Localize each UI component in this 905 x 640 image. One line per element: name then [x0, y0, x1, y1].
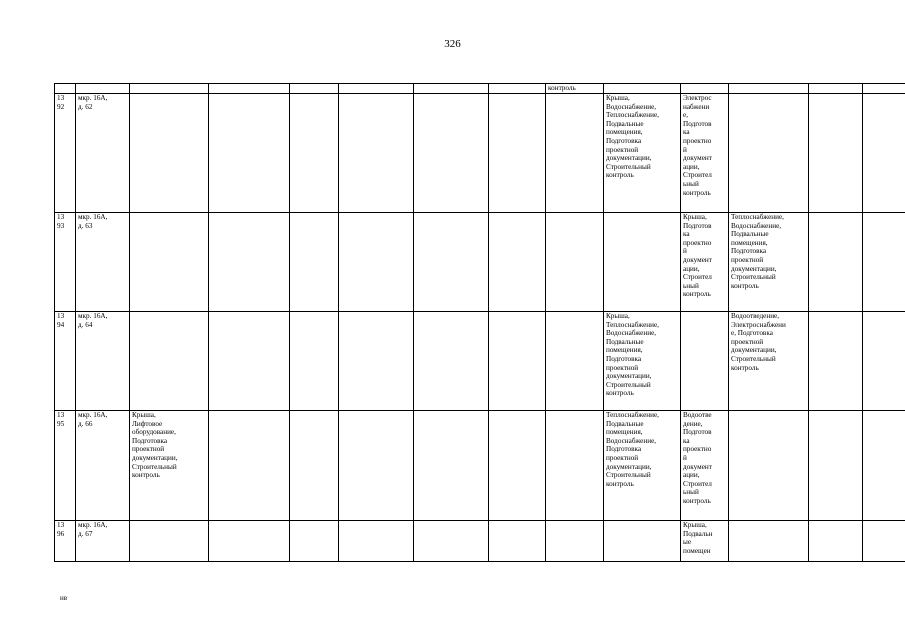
- address-cell: мкр. 16А, д. 66: [76, 411, 130, 521]
- table-cell: [339, 94, 414, 213]
- table-cell: [290, 521, 339, 562]
- row-number: 13 95: [55, 411, 76, 521]
- table-cell: [209, 84, 290, 94]
- table-row: [55, 411, 905, 521]
- table-cell: контроль: [546, 84, 604, 94]
- table-cell: [546, 213, 604, 312]
- table-cell: [681, 312, 729, 411]
- table-cell: [130, 84, 209, 94]
- table-cell: Крыша, Лифтовое оборудование, Подготовка проектной документации, Строительный контроль: [130, 411, 209, 521]
- table-cell: [414, 213, 489, 312]
- table-cell: [414, 312, 489, 411]
- repair-plan-table: [54, 83, 905, 562]
- table-cell: [339, 312, 414, 411]
- table-cell: [414, 411, 489, 521]
- table-row-continuation: [55, 84, 905, 94]
- table-cell: [290, 411, 339, 521]
- table-cell: [130, 521, 209, 562]
- table-cell: [809, 521, 863, 562]
- table-cell: [209, 312, 290, 411]
- address-cell: мкр. 16А, д. 62: [76, 94, 130, 213]
- table-cell: Крыша, Подвальн ые помещен: [681, 521, 729, 562]
- table-cell: [489, 84, 546, 94]
- table-cell: [209, 411, 290, 521]
- table-cell: Теплоснабжение, Водоснабжение, Подвальные помещения, Подготовка проектной документации, Строительный контроль: [729, 213, 809, 312]
- table-cell: [863, 521, 905, 562]
- table-row: [55, 213, 905, 312]
- table-row: [55, 312, 905, 411]
- table-cell: [729, 94, 809, 213]
- table-cell: [414, 521, 489, 562]
- table-cell: [209, 213, 290, 312]
- table-cell: [729, 84, 809, 94]
- table-cell: [729, 521, 809, 562]
- table-cell: [604, 84, 681, 94]
- table-cell: Крыша, Подготов ка проектно й документ ации, Строител ьный контроль: [681, 213, 729, 312]
- table-cell: [414, 94, 489, 213]
- table-cell: [489, 213, 546, 312]
- table-cell: [290, 94, 339, 213]
- table-cell: [809, 411, 863, 521]
- table-cell: [863, 213, 905, 312]
- address-cell: мкр. 16А, д. 63: [76, 213, 130, 312]
- table-cell: [863, 411, 905, 521]
- table-cell: [339, 411, 414, 521]
- row-number: 13 94: [55, 312, 76, 411]
- table-cell: Водоотведение, Электроснабжени е, Подготовка проектной документации, Строительный контроль: [729, 312, 809, 411]
- table-cell: Крыша, Теплоснабжение, Водоснабжение, Подвальные помещения, Подготовка проектной документации, Строительный контроль: [604, 312, 681, 411]
- table-cell: Водоотве дение, Подготов ка проектно й документ ации, Строител ьный контроль: [681, 411, 729, 521]
- table-cell: Теплоснабжение, Подвальные помещения, Водоснабжение, Подготовка проектной документации, Строительный контроль: [604, 411, 681, 521]
- row-number: 13 96: [55, 521, 76, 562]
- table-cell: [130, 312, 209, 411]
- table-cell: [290, 312, 339, 411]
- table-cell: [339, 84, 414, 94]
- table-cell: [489, 312, 546, 411]
- table-cell: [729, 411, 809, 521]
- table-cell: [809, 312, 863, 411]
- row-number: 13 92: [55, 94, 76, 213]
- table-cell: [489, 94, 546, 213]
- table-cell: Крыша, Водоснабжение, Теплоснабжение, Подвальные помещения, Подготовка проектной документации, Строительный контроль: [604, 94, 681, 213]
- address-cell: мкр. 16А, д. 67: [76, 521, 130, 562]
- table-cell: [681, 84, 729, 94]
- page-number: 326: [444, 38, 461, 50]
- table-cell: [863, 94, 905, 213]
- table-cell: Электрос набжени е, Подготов ка проектно й документ ации, Строител ьный контроль: [681, 94, 729, 213]
- table-cell: [130, 94, 209, 213]
- table-cell: [290, 213, 339, 312]
- table-cell: [414, 84, 489, 94]
- table-cell: [209, 521, 290, 562]
- table-cell: [809, 213, 863, 312]
- table-cell: [604, 521, 681, 562]
- table-cell: [76, 84, 130, 94]
- table-cell: [809, 94, 863, 213]
- table-cell: [809, 84, 863, 94]
- table-cell: [489, 521, 546, 562]
- table-cell: [209, 94, 290, 213]
- footer-mark: нв: [60, 594, 68, 602]
- table-cell: [55, 84, 76, 94]
- table-row: [55, 94, 905, 213]
- table-row: [55, 521, 905, 562]
- table-cell: [546, 521, 604, 562]
- table-cell: [604, 213, 681, 312]
- table-cell: [489, 411, 546, 521]
- table-cell: [546, 94, 604, 213]
- row-number: 13 93: [55, 213, 76, 312]
- table-cell: [863, 312, 905, 411]
- address-cell: мкр. 16А, д. 64: [76, 312, 130, 411]
- table-cell: [863, 84, 905, 94]
- table-cell: [339, 213, 414, 312]
- table-cell: [339, 521, 414, 562]
- table-cell: [546, 411, 604, 521]
- table-cell: [546, 312, 604, 411]
- table-cell: [130, 213, 209, 312]
- table-cell: [290, 84, 339, 94]
